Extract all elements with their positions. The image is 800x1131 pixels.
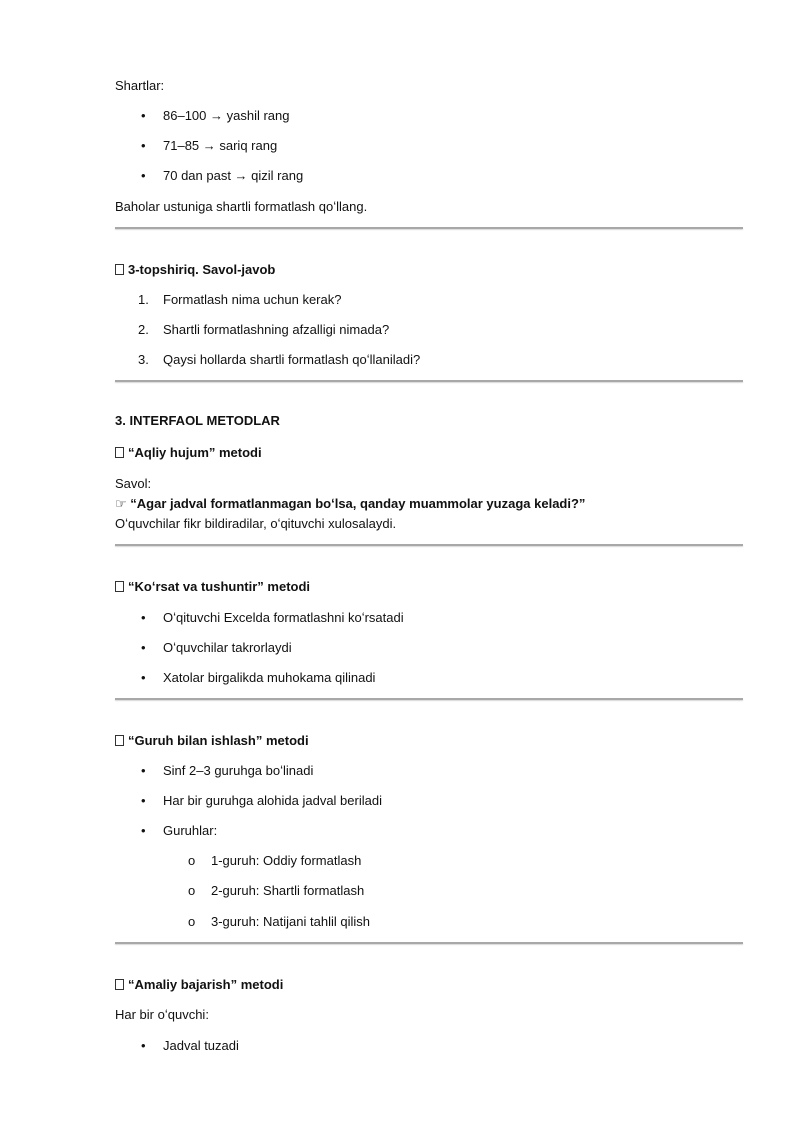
sub-list-item: 1-guruh: Oddiy formatlash (211, 853, 362, 868)
conditions-label: Shartlar: (115, 78, 165, 93)
sub-bullet-marker: o (188, 853, 196, 868)
question-item: Qaysi hollarda shartli formatlash qoʻllaniladi? (163, 352, 421, 367)
box-glyph-icon (115, 264, 124, 275)
sub-list-item: 3-guruh: Natijani tahlil qilish (211, 914, 370, 929)
question-item: Formatlash nima uchun kerak? (163, 292, 342, 307)
bullet-marker: • (141, 1038, 146, 1053)
condition-item: 86–100 → yashil rang (163, 108, 290, 123)
section-heading: 3. INTERFAOL METODLAR (115, 413, 280, 428)
list-item: Guruhlar: (163, 823, 218, 838)
horizontal-rule (115, 380, 743, 382)
method-title-text: “Aqliy hujum” metodi (128, 445, 262, 460)
conditions-instruction: Baholar ustuniga shartli formatlash qoʻllang. (115, 199, 368, 214)
method-title (115, 578, 310, 595)
practice-label: Har bir oʻquvchi: (115, 1007, 209, 1022)
bullet-marker: • (141, 138, 146, 153)
bullet-marker: • (141, 763, 146, 778)
brainstorm-question-text: “Agar jadval formatlanmagan boʻlsa, qanday muammolar yuzaga keladi?” (130, 496, 586, 511)
question-item: Shartli formatlashning afzalligi nimada? (163, 322, 390, 337)
brainstorm-question (115, 495, 585, 512)
bullet-marker: • (141, 823, 146, 838)
bullet-marker: • (141, 168, 146, 183)
list-item: Xatolar birgalikda muhokama qilinadi (163, 670, 376, 685)
list-item: Har bir guruhga alohida jadval beriladi (163, 793, 382, 808)
list-item: Sinf 2–3 guruhga boʻlinadi (163, 763, 314, 778)
list-item: Jadval tuzadi (163, 1038, 239, 1053)
method-title (115, 444, 262, 461)
horizontal-rule (115, 544, 743, 546)
condition-item: 70 dan past → qizil rang (163, 168, 304, 183)
brainstorm-label: Savol: (115, 476, 152, 491)
sub-bullet-marker: o (188, 914, 196, 929)
method-title-text: “Amaliy bajarish” metodi (128, 977, 284, 992)
task3-title (115, 261, 275, 278)
condition-item: 71–85 → sariq rang (163, 138, 278, 153)
box-glyph-icon (115, 735, 124, 746)
box-glyph-icon (115, 979, 124, 990)
list-number: 1. (138, 292, 149, 307)
list-number: 3. (138, 352, 149, 367)
bullet-marker: • (141, 670, 146, 685)
sub-list-item: 2-guruh: Shartli formatlash (211, 883, 365, 898)
brainstorm-note: Oʻquvchilar fikr bildiradilar, oʻqituvchi xulosalaydi. (115, 516, 397, 531)
horizontal-rule (115, 698, 743, 700)
method-title (115, 732, 309, 749)
method-title (115, 976, 283, 993)
list-number: 2. (138, 322, 149, 337)
pointing-hand-icon: ☞ (115, 496, 127, 511)
bullet-marker: • (141, 640, 146, 655)
box-glyph-icon (115, 447, 124, 458)
box-glyph-icon (115, 581, 124, 592)
method-title-text: “Koʻrsat va tushuntir” metodi (128, 579, 311, 594)
task3-title-text: 3-topshiriq. Savol-javob (128, 262, 276, 277)
horizontal-rule (115, 942, 743, 944)
list-item: Oʻquvchilar takrorlaydi (163, 640, 292, 655)
bullet-marker: • (141, 108, 146, 123)
bullet-marker: • (141, 610, 146, 625)
list-item: Oʻqituvchi Excelda formatlashni koʻrsatadi (163, 610, 404, 625)
method-title-text: “Guruh bilan ishlash” metodi (128, 733, 309, 748)
sub-bullet-marker: o (188, 883, 196, 898)
bullet-marker: • (141, 793, 146, 808)
horizontal-rule (115, 227, 743, 229)
